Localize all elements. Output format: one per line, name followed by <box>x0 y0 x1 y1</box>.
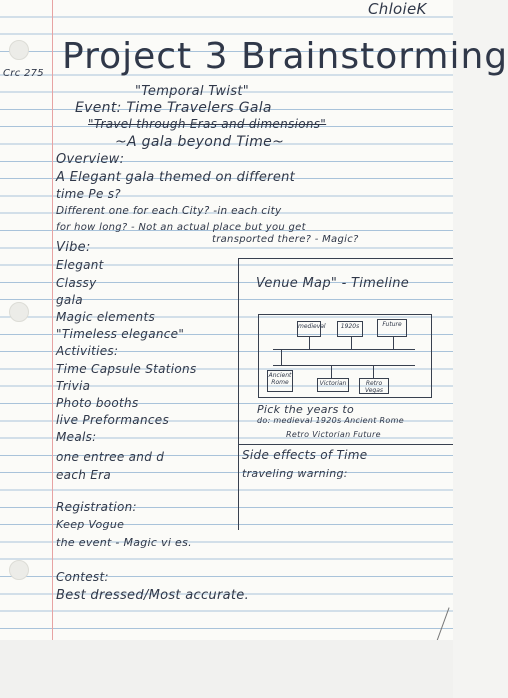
overview-line: A Elegant gala themed on different <box>56 170 296 185</box>
overview-heading: Overview: <box>56 152 125 167</box>
contest-heading: Contest: <box>56 570 109 584</box>
overview-line: time Pe s? <box>56 187 121 201</box>
activity-item: Photo booths <box>56 396 139 410</box>
side-effects-line: Side effects of Time <box>242 448 368 462</box>
era-pin-top: 1920s <box>337 321 363 337</box>
era-pin-bottom: Retro Vegas <box>359 378 389 394</box>
venue-map-title: Venue Map" - Timeline <box>256 276 410 291</box>
map-divider-top <box>238 258 453 259</box>
meals-line: each Era <box>56 468 112 482</box>
timeline-tick <box>281 349 282 365</box>
era-pin-top: medieval <box>297 321 321 337</box>
timeline-tick <box>393 337 394 349</box>
student-name: ChloieK <box>368 0 427 18</box>
margin-line <box>52 0 53 640</box>
timeline-tick <box>331 365 332 379</box>
vibe-item: Magic elements <box>56 310 156 324</box>
timeline-tick <box>351 337 352 349</box>
timeline-line <box>273 349 415 350</box>
section-divider <box>238 444 453 445</box>
vibe-heading: Vibe: <box>56 240 91 255</box>
meals-heading: Meals: <box>56 430 97 444</box>
activity-item: Time Capsule Stations <box>56 362 197 376</box>
pick-years-line: Pick the years to <box>257 403 355 416</box>
timeline-map <box>258 314 432 398</box>
era-pin-bottom: Victorian <box>317 378 349 392</box>
punch-hole <box>9 302 29 322</box>
vibe-item: Elegant <box>56 258 104 272</box>
meals-line: one entree and d <box>56 450 165 464</box>
event-tagline: ~A gala beyond Time~ <box>115 134 285 150</box>
struck-tagline: "Travel through Eras and dimensions" <box>88 117 327 131</box>
overview-line: Different one for each City? -in each city <box>56 205 282 217</box>
era-pin-top: Future <box>377 319 407 337</box>
registration-heading: Registration: <box>56 500 137 514</box>
event-label: Event: Time Travelers Gala <box>75 100 272 116</box>
eras-line-2: Retro Victorian Future <box>286 430 381 439</box>
timeline-tick <box>309 337 310 349</box>
overview-line: transported there? - Magic? <box>212 234 359 245</box>
registration-line: the event - Magic vi es. <box>56 536 192 549</box>
vibe-item: gala <box>56 293 83 307</box>
punch-hole <box>9 560 29 580</box>
punch-hole <box>9 40 29 60</box>
page-title: Project 3 Brainstorming <box>62 36 508 77</box>
registration-line: Keep Vogue <box>56 518 125 531</box>
page-bottom-margin <box>0 640 453 698</box>
vibe-item: Classy <box>56 276 97 290</box>
vibe-item: "Timeless elegance" <box>56 327 185 341</box>
activity-item: live Preformances <box>56 413 170 427</box>
eras-line: do: medieval 1920s Ancient Rome <box>257 416 404 425</box>
warning-line: traveling warning: <box>242 467 348 480</box>
margin-code: Crc 275 <box>3 68 44 79</box>
contest-line: Best dressed/Most accurate. <box>56 588 250 603</box>
overview-line: for how long? - Not an actual place but you get <box>56 222 306 233</box>
timeline-line <box>273 365 415 366</box>
activity-item: Trivia <box>56 379 91 393</box>
timeline-tick <box>373 365 374 379</box>
activities-heading: Activities: <box>56 344 119 358</box>
era-pin-bottom: Ancient Rome <box>267 370 293 392</box>
page-subtitle: "Temporal Twist" <box>135 84 250 99</box>
map-divider-vertical <box>238 258 239 530</box>
